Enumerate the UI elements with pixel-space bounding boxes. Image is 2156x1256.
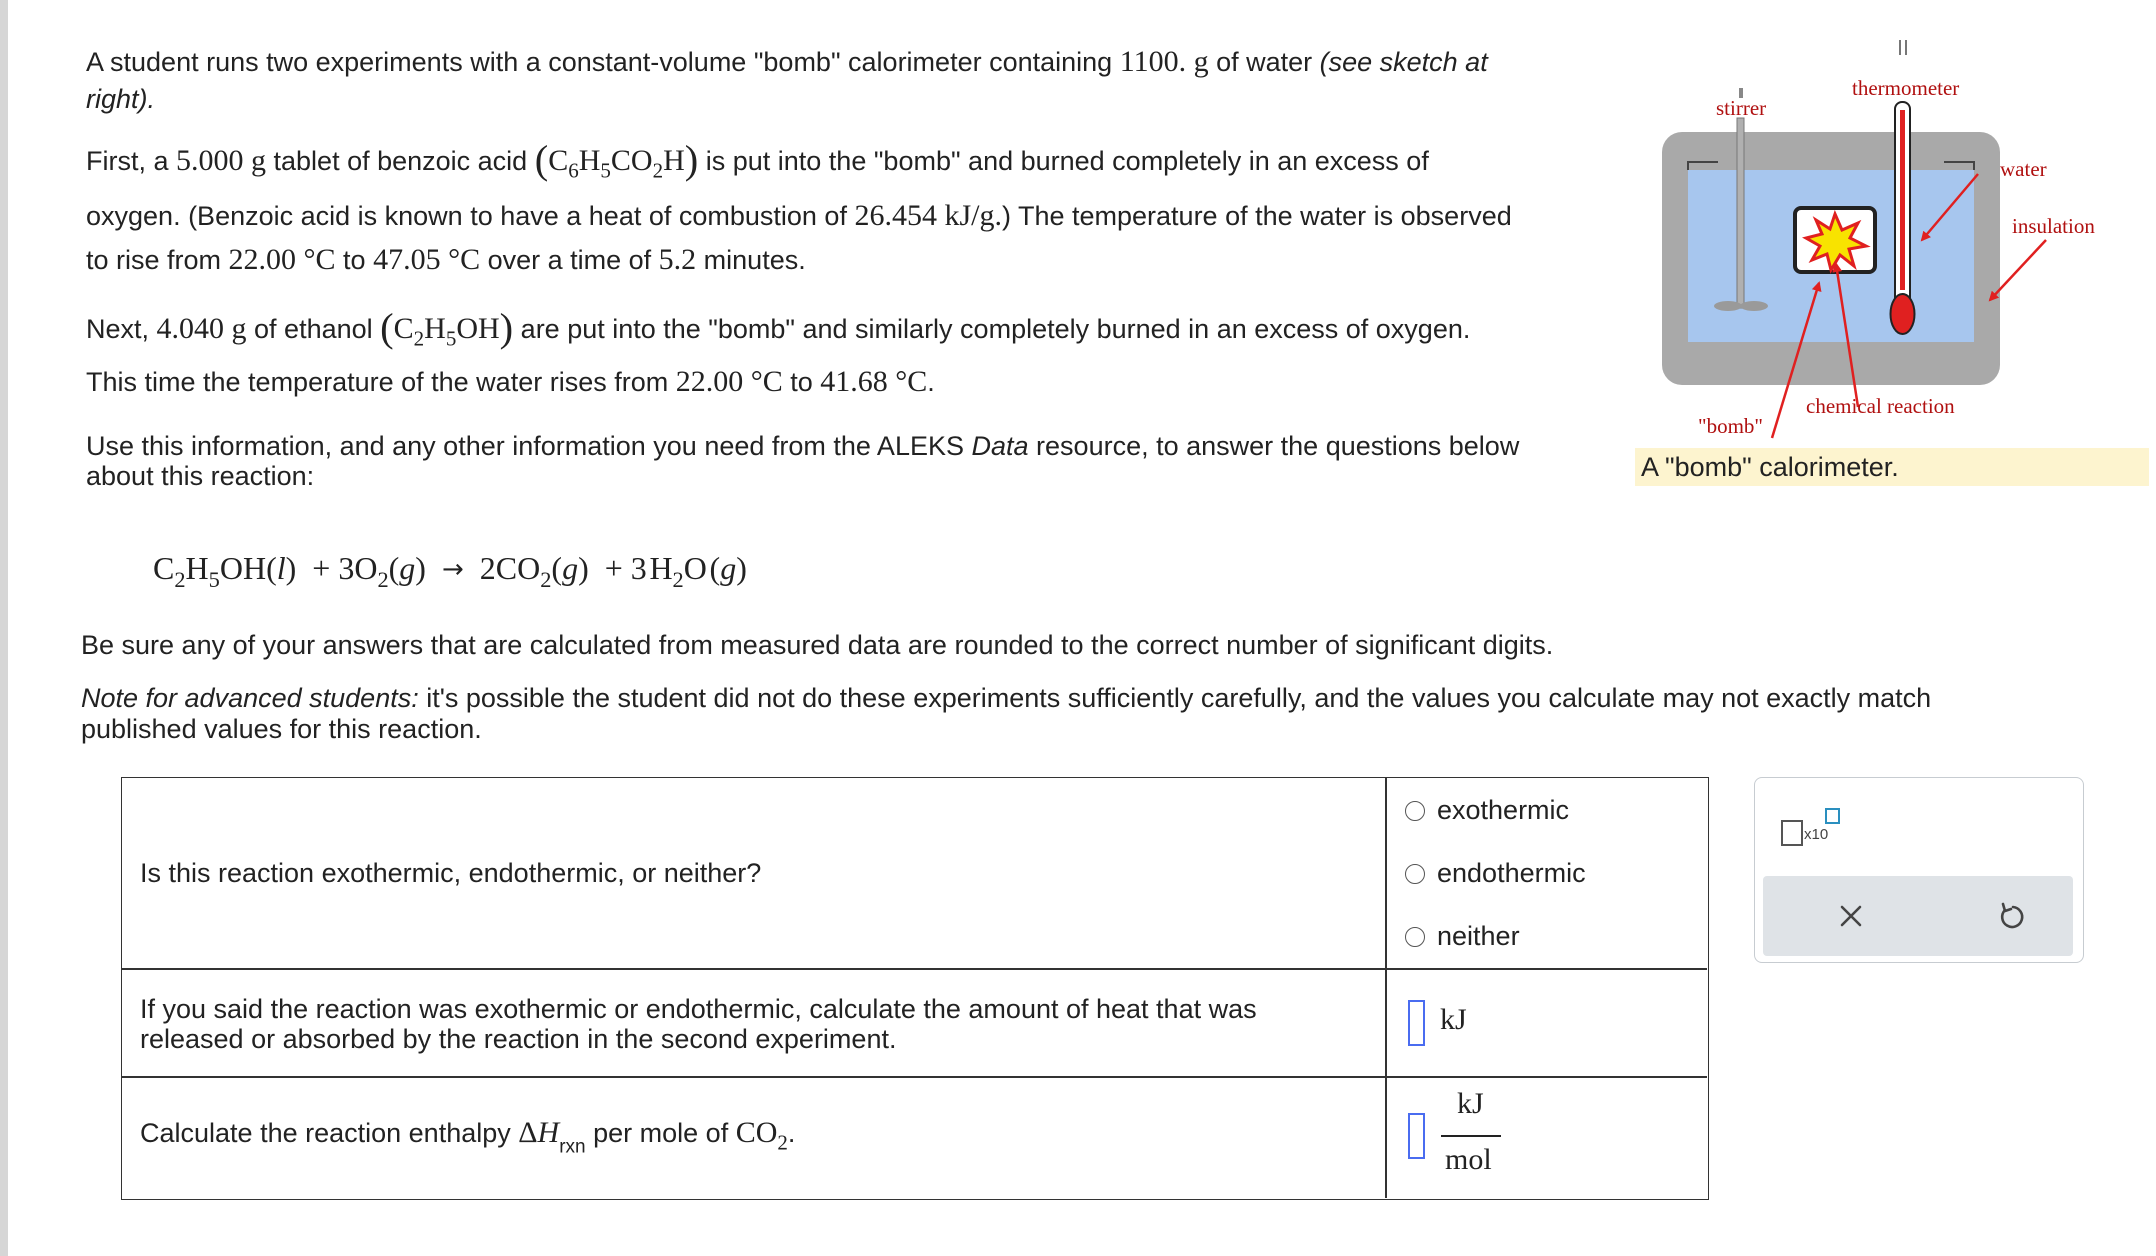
question-enthalpy: Calculate the reaction enthalpy $\Delta H_{rxn}$ per mole of $CO_2$. <box>140 1116 796 1158</box>
exp2-line-1: Next, 4.040 g of ethanol $(C_2H_5OH)$ are put into the "bomb" and similarly completely burned in an excess of oxygen. <box>86 305 1471 351</box>
radio-exothermic[interactable] <box>1405 801 1425 821</box>
exp1-line-3: to rise from 22.00 °C to 47.05 °C over a time of 5.2 minutes. <box>86 243 806 276</box>
water-label: water <box>2000 157 2047 181</box>
heat-answer-input[interactable] <box>1408 1000 1425 1046</box>
row-divider <box>122 968 1707 970</box>
close-icon <box>1831 896 1871 936</box>
stirrer-label: stirrer <box>1716 96 1767 120</box>
left-accent-bar <box>0 0 8 1256</box>
bomb-label: "bomb" <box>1698 414 1763 438</box>
enthalpy-answer-input[interactable] <box>1408 1113 1425 1159</box>
question-exo-endo: Is this reaction exothermic, endothermic, or neither? <box>140 858 762 888</box>
enthalpy-unit-denominator: mol <box>1445 1143 1492 1176</box>
diagram-caption: A "bomb" calorimeter. <box>1641 452 1899 482</box>
math-tool-panel <box>1754 777 2084 963</box>
chemical-reaction-label: chemical reaction <box>1806 394 1955 418</box>
option-neither[interactable]: neither <box>1405 921 1520 952</box>
exp1-line-2: oxygen. (Benzoic acid is known to have a heat of combustion of 26.454 kJ/g.) The temperature of the water is observed <box>86 199 1512 232</box>
question-heat-line-2: released or absorbed by the reaction in the second experiment. <box>140 1024 897 1054</box>
undo-icon <box>1991 896 2031 936</box>
option-exothermic[interactable]: exothermic <box>1405 795 1569 826</box>
radio-endothermic[interactable] <box>1405 864 1425 884</box>
exp1-line-1: First, a 5.000 g tablet of benzoic acid $(C_6H_5CO_2H)$ is put into the "bomb" and burned completely in an excess of <box>86 137 1429 183</box>
clear-button[interactable] <box>1831 896 1871 936</box>
question-heat-line-1: If you said the reaction was exothermic or endothermic, calculate the amount of heat that was <box>140 994 1257 1024</box>
heat-unit: kJ <box>1440 1003 1467 1036</box>
advanced-note-line-1: Note for advanced students: it's possible the student did not do these experiments sufficiently carefully, and the values you calculate may not exactly match <box>81 683 1932 713</box>
option-endothermic[interactable]: endothermic <box>1405 858 1586 889</box>
intro-line-1: A student runs two experiments with a constant-volume "bomb" calorimeter containing 1100. g of water (see sketch at <box>86 45 1488 78</box>
row-divider <box>122 1076 1707 1078</box>
ethanol-formula: $(C_2H_5OH)$ <box>380 305 514 351</box>
tool-action-bar <box>1763 876 2073 956</box>
radio-neither[interactable] <box>1405 927 1425 947</box>
undo-button[interactable] <box>1991 896 2031 936</box>
benzoic-acid-formula: $(C_6H_5CO_2H)$ <box>534 137 699 183</box>
bomb-calorimeter-diagram <box>1630 40 2150 500</box>
enthalpy-unit-numerator: kJ <box>1457 1087 1484 1120</box>
reaction-equation: $C_2H_5OH(l) + 3O_2(g) \to 2CO_2(g) + 3$ $H_2O$ (g) <box>153 550 747 592</box>
insulation-label: insulation <box>2012 214 2095 238</box>
sigfig-note: Be sure any of your answers that are calculated from measured data are rounded to the correct number of significant digits. <box>81 630 1554 660</box>
fraction-bar <box>1441 1135 1501 1137</box>
exp2-line-2: This time the temperature of the water rises from 22.00 °C to 41.68 °C. <box>86 365 935 398</box>
table-divider <box>1385 778 1387 1198</box>
use-info-line-1: Use this information, and any other information you need from the ALEKS Data resource, to answer the questions below <box>86 431 1520 461</box>
thermometer-label: thermometer <box>1852 76 1960 100</box>
advanced-note-line-2: published values for this reaction. <box>81 714 482 744</box>
use-info-line-2: about this reaction: <box>86 461 315 491</box>
intro-line-2: right). <box>86 84 156 114</box>
question-table <box>121 777 1709 1200</box>
x10-button[interactable]: x10 <box>1781 806 1845 856</box>
